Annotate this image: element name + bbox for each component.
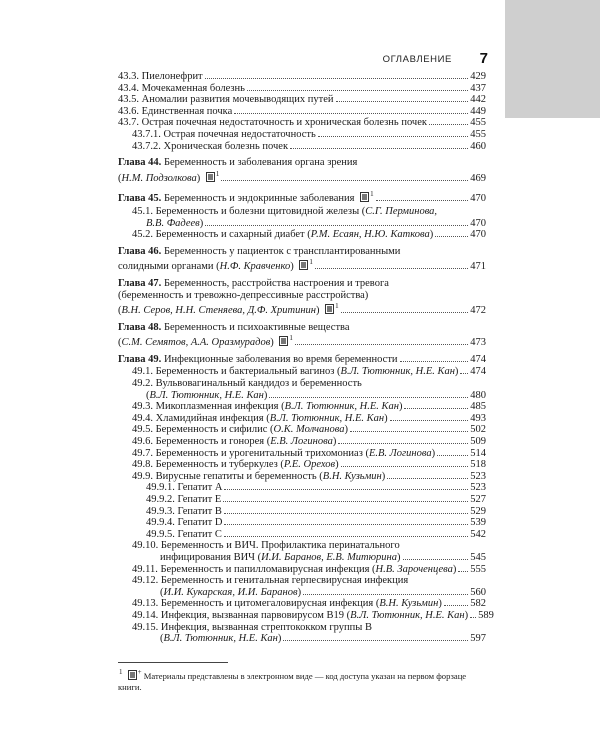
toc-entry: 49.12. Беременность и генитальная герпесвирусная инфекция (И.И. Кукарская, И.И. Баранов) 560 [132,575,486,598]
ebook-icon [206,172,215,182]
toc-entry: 49.6. Беременность и гонорея (Е.В. Логинова) 509 [132,436,486,448]
toc-entry: 49.10. Беременность и ВИЧ. Профилактика перинатального инфицирования ВИЧ (И.И. Баранов, Е.В. Митюрина) 545 [132,540,486,563]
toc-entry: 49.3. Микоплазменная инфекция (В.Л. Тютюнник, Н.Е. Кан) 485 [132,401,486,413]
toc-entry: 49.9. Вирусные гепатиты и беременность (В.Н. Кузьмин) 523 [132,470,486,482]
toc-chapter-47: Глава 47. Беременность, расстройства настроения и тревога (беременность и тревожно-депрессивные расстройства) (В.Н. Серов, Н.Н. Стеняева, Д.Ф. Хритинин) $^1$ 472 [118,277,486,317]
toc-entry: 49.5. Беременность и сифилис (О.К. Молчанова) 502 [132,424,486,436]
ebook-icon [325,304,334,314]
toc-entry: 45.1. Беременность и болезни щитовидной железы (С.Г. Перминова, В.В. Фадеев) 470 [132,205,486,229]
page-number: 7 [479,50,488,67]
toc-entry: 49.8. Беременность и туберкулез (Р.Е. Орехов) 518 [132,459,486,471]
toc-entry: 49.4. Хламидийная инфекция (В.Л. Тютюнник, Н.Е. Кан) 493 [132,412,486,424]
toc-entry: 49.9.3. Гепатит B 529 [146,505,486,517]
toc-entry: 43.5. Аномалии развития мочевыводящих путей 442 [118,94,486,106]
ebook-icon [128,670,137,680]
ebook-icon [360,192,369,202]
toc-entry: 43.7.1. Острая почечная недостаточность 455 [132,128,486,140]
toc-entry: 43.3. Пиелонефрит 429 [118,71,486,82]
footnote-rule [118,662,228,663]
toc-entry: 43.4. Мочекаменная болезнь 437 [118,82,486,94]
toc-entry: 49.9.2. Гепатит E 527 [146,494,486,505]
ebook-icon [299,260,308,270]
toc-entry: 49.2. Вульвовагинальный кандидоз и беременность (В.Л. Тютюнник, Н.Е. Кан) 480 [132,378,486,401]
footnote: $^1$ + Материалы представлены в электронном виде — код доступа указан на первом форзаце книги. [118,668,467,692]
toc-chapter-48: Глава 48. Беременность и психоактивные вещества (С.М. Семятов, А.А. Оразмурадов) $^1$ 473 [118,321,486,349]
toc-chapter-46: Глава 46. Беременность у пациенток с трансплантированными солидными органами (Н.Ф. Кравченко) $^1$ 471 [118,245,486,273]
toc-entry: 49.9.5. Гепатит C 542 [146,528,486,540]
ebook-icon [279,336,288,346]
toc-entry: 49.9.1. Гепатит A 523 [146,482,486,494]
toc-entry: 49.9.4. Гепатит D 539 [146,517,486,529]
toc-entry: 43.7. Острая почечная недостаточность и хроническая болезнь почек 455 [118,117,486,129]
table-of-contents [118,71,494,645]
toc-chapter-44: Глава 44. Беременность и заболевания органа зрения (Н.М. Подзолкова) $^1$ 469 [118,157,486,184]
running-header [0,50,490,70]
section-title: ОГЛАВЛЕНИЕ [382,54,452,65]
toc-entry: 49.7. Беременность и урогенитальный трихомониаз (Е.В. Логинова) 514 [132,447,486,459]
toc-entry: 49.15. Инфекция, вызванная стрептококком группы B (В.Л. Тютюнник, Н.Е. Кан) 597 [132,621,486,645]
toc-entry: 49.11. Беременность и папилломавирусная инфекция (Н.В. Зароченцева) 555 [132,563,486,575]
toc-entry: 45.2. Беременность и сахарный диабет (Р.М. Есаян, Н.Ю. Каткова) 470 [132,229,486,241]
toc-chapter-49: Глава 49. Инфекционные заболевания во время беременности 474 [118,353,486,365]
page-edge-tab [505,0,600,118]
toc-entry: 49.1. Беременность и бактериальный вагиноз (В.Л. Тютюнник, Н.Е. Кан) 474 [132,366,486,378]
toc-entry: 49.14. Инфекция, вызванная парвовирусом B19 (В.Л. Тютюнник, Н.Е. Кан) 589 [132,609,494,621]
toc-entry: 49.13. Беременность и цитомегаловирусная инфекция (В.Н. Кузьмин) 582 [132,598,486,610]
toc-entry: 43.6. Единственная почка 449 [118,105,486,117]
toc-entry: 43.7.2. Хроническая болезнь почек 460 [132,140,486,152]
toc-chapter-45: Глава 45. Беременность и эндокринные заболевания $^1$ 470 [118,190,486,205]
